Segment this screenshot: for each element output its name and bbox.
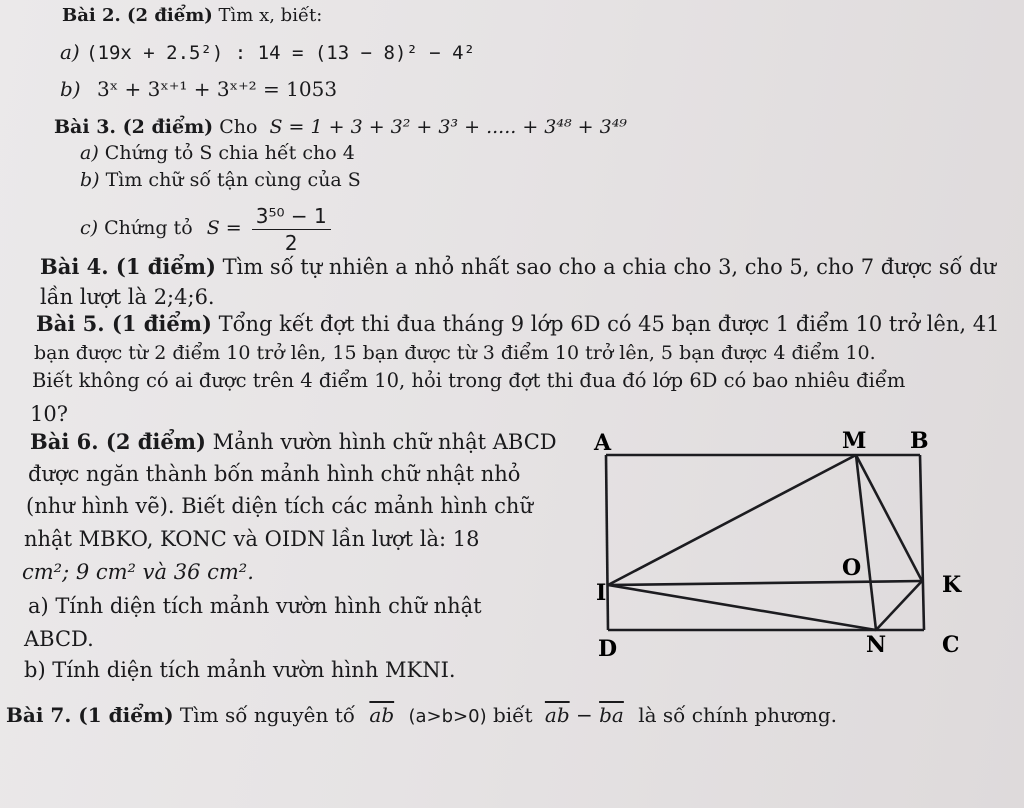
- segment-MN: [856, 455, 876, 630]
- label-I: I: [596, 580, 607, 606]
- bai3-c-lhs: S =: [206, 217, 242, 239]
- edge-BC: [920, 455, 924, 630]
- bai3-intro: Cho: [219, 116, 258, 138]
- edge-DA: [606, 455, 608, 630]
- bai3-c-denominator: 2: [284, 230, 298, 255]
- bai3-c-label: c): [80, 217, 99, 239]
- bai5-text2: bạn được từ 2 điểm 10 trở lên, 15 bạn được từ 3 điểm 10 trở lên, 5 bạn được 4 điểm 10.: [34, 342, 876, 364]
- label-C: C: [942, 632, 960, 658]
- label-M: M: [842, 428, 867, 454]
- bai6-a-text2: ABCD.: [24, 627, 94, 651]
- bai7-ab: $\overline{ab}$: [369, 703, 395, 727]
- label-D: D: [598, 636, 618, 662]
- bai5-label: Bài 5. (1 điểm): [36, 311, 212, 336]
- bai2-a: [60, 40, 475, 65]
- bai4-label: Bài 4. (1 điểm): [40, 254, 216, 279]
- bai6-line1: [30, 430, 557, 454]
- bai3-a-label: a): [80, 142, 99, 164]
- bai2-label: Bài 2. (2 điểm): [62, 5, 213, 26]
- bai7-diff-right: $\overline{ba}$: [599, 703, 624, 727]
- bai7-condition: (a>b>0): [408, 706, 487, 727]
- bai7-text1: Tìm số nguyên tố: [179, 703, 356, 727]
- bai7-label: Bài 7. (1 điểm): [6, 703, 174, 727]
- bai3-c: [80, 198, 335, 258]
- bai6-line5: [22, 560, 254, 584]
- bai5-line4: [30, 402, 68, 426]
- bai3-c-text: Chứng tỏ: [104, 217, 193, 239]
- segment-KN: [876, 581, 922, 630]
- bai5-text3: Biết không có ai được trên 4 điểm 10, hỏi trong đợt thi đua đó lớp 6D có bao nhiêu điểm: [32, 369, 906, 392]
- bai6-text2: được ngăn thành bốn mảnh hình chữ nhật nhỏ: [28, 462, 521, 486]
- bai6-text1: Mảnh vườn hình chữ nhật ABCD: [212, 430, 557, 454]
- label-A: A: [594, 430, 612, 456]
- bai3-s-expression: S = 1 + 3 + 3² + 3³ + ..... + 3⁴⁸ + 3⁴⁹: [269, 116, 627, 138]
- bai3-c-numerator: 3⁵⁰ − 1: [252, 203, 331, 230]
- bai6-text5: cm²; 9 cm² và 36 cm².: [22, 560, 254, 584]
- bai6-a-text: a) Tính diện tích mảnh vườn hình chữ nhật: [28, 594, 482, 618]
- bai6-line4: [24, 527, 480, 551]
- bai3-b-label: b): [80, 169, 100, 191]
- bai2-b: [60, 77, 337, 101]
- bai3-a: [80, 141, 355, 165]
- bai6-b-text: b) Tính diện tích mảnh vườn hình MKNI.: [24, 658, 456, 682]
- bai5-text4: 10?: [30, 402, 68, 426]
- bai4-line2: [40, 285, 215, 309]
- bai7-minus: −: [575, 703, 593, 727]
- bai6-text3: (như hình vẽ). Biết diện tích các mảnh hình chữ: [26, 494, 533, 518]
- bai2-b-label: b): [60, 77, 81, 101]
- bai2-a-label: a): [60, 40, 80, 64]
- bai6-label: Bài 6. (2 điểm): [30, 429, 206, 454]
- bai4-line1: [40, 255, 996, 279]
- bai6-a-line1: [28, 594, 482, 618]
- bai5-line3: [32, 369, 905, 393]
- bai4-text1: Tìm số tự nhiên a nhỏ nhất sao cho a chia cho 3, cho 5, cho 7 được số dư: [222, 255, 997, 279]
- segment-IK: [608, 581, 922, 585]
- label-N: N: [866, 632, 887, 658]
- bai6-line2: [28, 462, 520, 486]
- bai7-line: [6, 700, 837, 732]
- rectangle-figure: [580, 420, 1000, 670]
- bai3-c-fraction: [252, 203, 331, 256]
- label-O: O: [842, 555, 862, 581]
- label-K: K: [942, 572, 962, 598]
- bai4-text2: lần lượt là 2;4;6.: [40, 285, 215, 309]
- bai2-b-expression: 3ˣ + 3ˣ⁺¹ + 3ˣ⁺² = 1053: [96, 77, 338, 101]
- bai3-label: Bài 3. (2 điểm): [54, 116, 214, 138]
- bai5-line2: [34, 341, 876, 365]
- bai3-b: [80, 168, 361, 192]
- bai5-line1: [36, 312, 999, 336]
- bai6-a-line2: [24, 627, 94, 651]
- bai2-a-expression: (19x + 2.5²) : 14 = (13 − 8)² − 4²: [86, 42, 476, 64]
- bai6-line3: [26, 494, 533, 518]
- label-B: B: [910, 428, 929, 454]
- bai6-text4: nhật MBKO, KONC và OIDN lần lượt là: 18: [24, 527, 480, 551]
- segment-IN: [608, 585, 876, 630]
- bai3-header: [54, 115, 627, 139]
- bai3-b-text: Tìm chữ số tận cùng của S: [105, 169, 361, 191]
- bai7-diff-left: $\overline{ab}$: [544, 703, 570, 727]
- bai7-text3: là số chính phương.: [638, 703, 837, 727]
- segment-MK: [856, 455, 922, 581]
- bai5-text1: Tổng kết đợt thi đua tháng 9 lớp 6D có 45 bạn được 1 điểm 10 trở lên, 41: [218, 312, 1000, 336]
- bai6-b-line: [24, 658, 456, 682]
- bai2-header: [62, 4, 322, 28]
- segment-MI: [608, 455, 856, 585]
- bai7-text2: biết: [492, 703, 533, 727]
- bai3-a-text: Chứng tỏ S chia hết cho 4: [104, 142, 355, 164]
- bai2-intro: Tìm x, biết:: [218, 5, 323, 26]
